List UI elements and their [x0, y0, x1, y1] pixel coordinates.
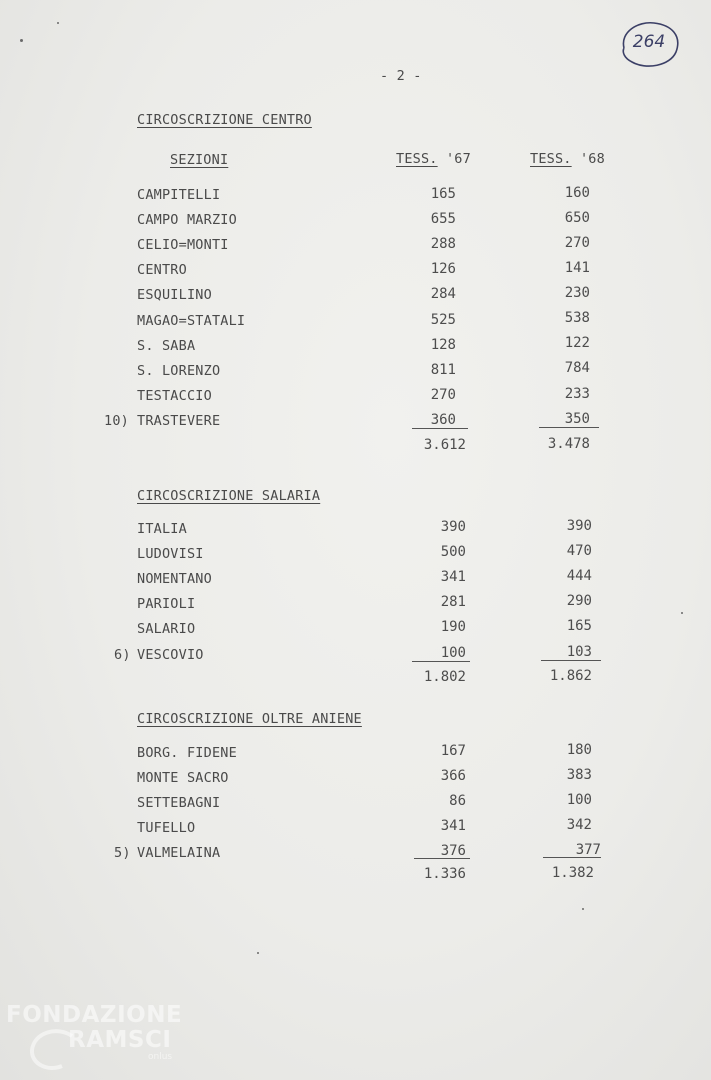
- table-cell-68: 538: [564, 310, 590, 326]
- table-row-label: BORG. FIDENE: [137, 745, 237, 761]
- scan-speck: [582, 908, 584, 910]
- table-cell-67: 390: [440, 519, 466, 535]
- scan-speck: [681, 612, 683, 614]
- section-title-oltre-aniene: CIRCOSCRIZIONE OLTRE ANIENE: [137, 711, 362, 727]
- page-number: - 2 -: [380, 68, 422, 84]
- table-cell-67: 288: [430, 236, 456, 252]
- watermark-line-3: onlus: [148, 1052, 173, 1062]
- table-cell-67: 128: [430, 337, 456, 353]
- column-header-tess-67: TESS. '67: [396, 151, 471, 167]
- table-cell-67: 811: [430, 362, 456, 378]
- table-cell-68: 383: [566, 767, 592, 783]
- table-row-label: SETTEBAGNI: [137, 795, 221, 811]
- table-row-label: CELIO=MONTI: [137, 237, 229, 253]
- total-68: 3.478: [547, 436, 590, 452]
- table-cell-67: 167: [440, 743, 466, 759]
- table-cell-68: 470: [566, 543, 592, 559]
- table-row-label: LUDOVISI: [137, 546, 204, 562]
- table-cell-68: 233: [564, 386, 590, 402]
- table-cell-68: 342: [566, 817, 592, 833]
- table-cell-67: 655: [430, 211, 456, 227]
- table-cell-68: 103: [566, 644, 592, 660]
- table-cell-68: 141: [564, 260, 590, 276]
- table-cell-68: 290: [566, 593, 592, 609]
- table-row-label: S. LORENZO: [137, 363, 221, 379]
- table-cell-67: 341: [440, 818, 466, 834]
- table-row-label: ESQUILINO: [137, 287, 212, 303]
- table-row-label: VALMELAINA: [137, 845, 221, 861]
- table-cell-67: 500: [440, 544, 466, 560]
- table-row-count: 10): [104, 413, 129, 429]
- table-row-label: TRASTEVERE: [137, 413, 221, 429]
- table-row-label: CENTRO: [137, 262, 187, 278]
- table-cell-67: 360: [430, 412, 456, 428]
- table-cell-67: 376: [440, 843, 466, 859]
- table-row-label: ITALIA: [137, 521, 187, 537]
- table-row-label: SALARIO: [137, 621, 196, 637]
- table-cell-68: 165: [566, 618, 592, 634]
- archive-stamp: [616, 18, 682, 72]
- table-row-label: CAMPO MARZIO: [137, 212, 237, 228]
- table-row-label: MAGAO=STATALI: [137, 313, 246, 329]
- table-cell-68: 230: [564, 285, 590, 301]
- section-title-salaria: CIRCOSCRIZIONE SALARIA: [137, 488, 321, 504]
- table-cell-67: 86: [449, 793, 466, 809]
- table-row-count: 6): [114, 647, 131, 663]
- watermark-line-2: RAMSCI: [68, 1027, 172, 1053]
- sum-rule: [543, 857, 601, 858]
- table-row-label: MONTE SACRO: [137, 770, 229, 786]
- table-row-label: TUFELLO: [137, 820, 196, 836]
- section-title-centro: CIRCOSCRIZIONE CENTRO: [137, 112, 312, 128]
- table-cell-68: 100: [566, 792, 592, 808]
- total-68: 1.862: [549, 668, 592, 684]
- total-67: 1.336: [423, 866, 466, 882]
- total-68: 1.382: [551, 865, 594, 881]
- total-67: 1.802: [423, 669, 466, 685]
- sum-rule: [541, 660, 601, 661]
- table-cell-68: 270: [564, 235, 590, 251]
- table-row-label: NOMENTANO: [137, 571, 212, 587]
- table-cell-68: 122: [564, 335, 590, 351]
- table-cell-67: 281: [440, 594, 466, 610]
- table-cell-68: 350: [564, 411, 590, 427]
- watermark-line-1: FONDAZIONE: [6, 1002, 183, 1028]
- column-header-tess-68: TESS. '68: [530, 151, 605, 167]
- stamp-number: 264: [632, 32, 666, 52]
- table-cell-67: 284: [430, 286, 456, 302]
- total-67: 3.612: [423, 437, 466, 453]
- table-row-label: PARIOLI: [137, 596, 196, 612]
- sum-rule: [414, 858, 470, 859]
- table-cell-67: 270: [430, 387, 456, 403]
- table-cell-68: 650: [564, 210, 590, 226]
- column-header-sezioni: SEZIONI: [170, 152, 229, 168]
- sum-rule: [412, 428, 468, 429]
- table-row-label: VESCOVIO: [137, 647, 204, 663]
- table-row-label: TESTACCIO: [137, 388, 212, 404]
- scan-speck: [57, 22, 59, 24]
- table-cell-68: 180: [566, 742, 592, 758]
- table-cell-67: 341: [440, 569, 466, 585]
- table-cell-68: 390: [566, 518, 592, 534]
- table-row-count: 5): [114, 845, 131, 861]
- sum-rule: [539, 427, 599, 428]
- scan-speck: [20, 39, 23, 42]
- table-row-label: S. SABA: [137, 338, 196, 354]
- table-cell-67: 366: [440, 768, 466, 784]
- table-cell-68: 444: [566, 568, 592, 584]
- table-row-label: CAMPITELLI: [137, 187, 221, 203]
- scan-speck: [257, 952, 259, 954]
- table-cell-68: 784: [564, 360, 590, 376]
- table-cell-67: 100: [440, 645, 466, 661]
- table-cell-67: 126: [430, 261, 456, 277]
- table-cell-67: 190: [440, 619, 466, 635]
- table-cell-67: 525: [430, 312, 456, 328]
- table-cell-68: 377: [575, 842, 601, 858]
- table-cell-68: 160: [564, 185, 590, 201]
- sum-rule: [412, 661, 470, 662]
- table-cell-67: 165: [430, 186, 456, 202]
